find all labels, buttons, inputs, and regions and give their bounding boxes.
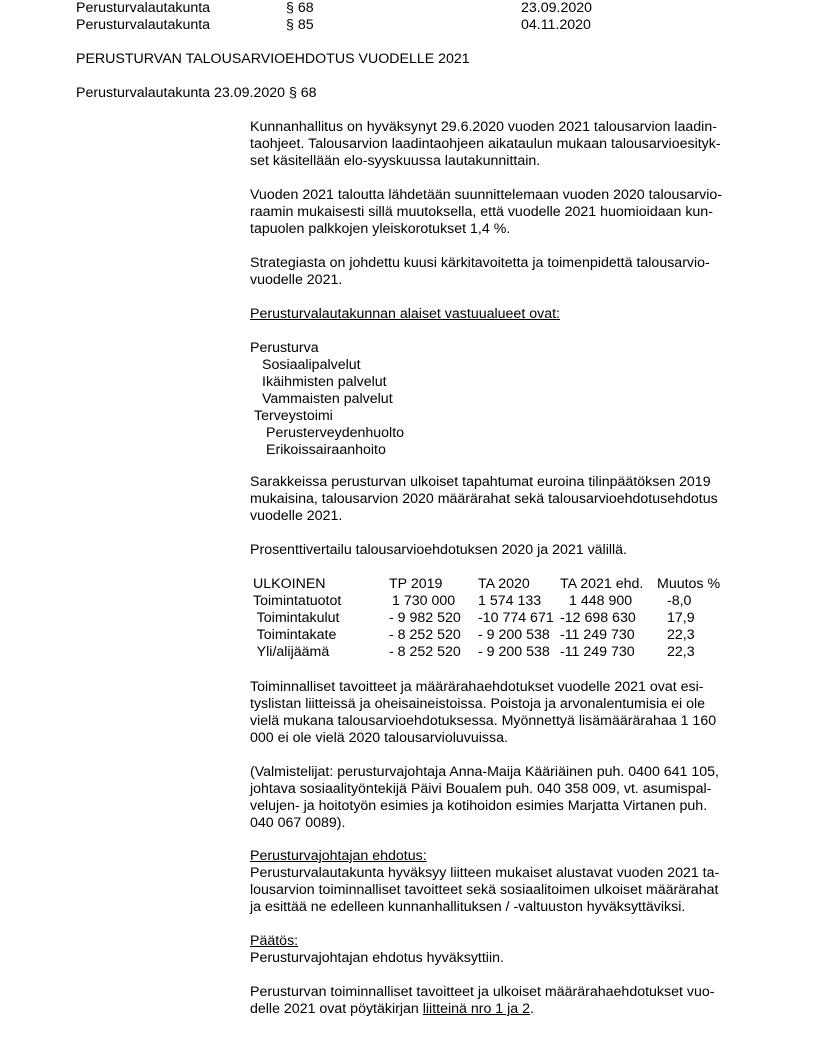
table-cell: 1 448 900 — [569, 593, 633, 609]
table-cell: Toimintakulut — [253, 610, 340, 626]
intro-p1-line: taohjeet. Talousarvion laadintaohjeen aikataulun mukaan talousarvioesityk- — [250, 136, 721, 152]
table-cell: - 9 200 538 — [478, 644, 550, 660]
header-section-2: § 85 — [286, 17, 314, 33]
table-cell: Toimintakate — [253, 627, 337, 643]
table-row — [253, 644, 720, 661]
area-item: Perusturva — [250, 340, 319, 356]
area-item: Ikäihmisten palvelut — [262, 374, 387, 390]
preparers-line: velujen- ja hoitotyön esimies ja kotihoidon esimies Marjatta Virtanen puh. — [250, 798, 708, 814]
closing-suffix: . — [530, 1001, 534, 1017]
table-row — [253, 593, 720, 610]
table-cell: -12 698 630 — [560, 610, 636, 626]
proposal-line: ja esittää ne edelleen kunnanhallituksen / -valtuuston hyväksyttäviksi. — [250, 899, 686, 915]
intro-p3-line: Strategiasta on johdettu kuusi kärkitavoitetta ja toimenpidettä talousarvio- — [250, 255, 710, 271]
table-header-row — [253, 576, 720, 593]
table-cell: 17,9 — [667, 610, 695, 626]
document-title: PERUSTURVAN TALOUSARVIOEHDOTUS VUODELLE 2021 — [76, 51, 470, 67]
preparers-line: (Valmistelijat: perusturvajohtaja Anna-Maija Kääriäinen puh. 0400 641 105, — [250, 764, 720, 780]
table-cell: Yli/alijäämä — [253, 644, 330, 660]
proposal-section — [250, 848, 730, 1018]
areas-section — [250, 306, 730, 459]
area-item: Perusterveydenhuolto — [266, 425, 405, 441]
attachments-link[interactable]: liitteinä nro 1 ja 2 — [422, 1001, 530, 1017]
financial-table — [253, 576, 720, 661]
decision-text: Perusturvajohtajan ehdotus hyväksyttiin. — [250, 950, 504, 966]
goals-line: 000 ei ole vielä 2020 talousarvioluvuissa. — [250, 730, 508, 746]
columns-desc-line: Sarakkeissa perusturvan ulkoiset tapahtumat euroina tilinpäätöksen 2019 — [250, 474, 711, 490]
goals-section — [250, 679, 730, 832]
preparers-line: johtava sosiaalityöntekijä Päivi Boualem puh. 040 358 009, vt. asumispal- — [250, 781, 712, 797]
table-header: ULKOINEN — [253, 576, 326, 592]
table-cell: -11 249 730 — [560, 644, 635, 660]
intro-p2-line: raamin mukaisesti sillä muutoksella, että vuodelle 2021 huomioidaan kun- — [250, 204, 713, 220]
table-cell: -10 774 671 — [478, 610, 554, 626]
intro-section — [250, 119, 730, 289]
intro-p2-line: tapuolen palkkojen yleiskorotukset 1,4 %. — [250, 221, 511, 237]
comparison-intro: Prosenttivertailu talousarvioehdotuksen 2020 ja 2021 välillä. — [250, 542, 627, 558]
header-body-2: Perusturvalautakunta — [76, 17, 211, 33]
closing-line: Perusturvan toiminnalliset tavoitteet ja ulkoiset määrärahaehdotukset vuo- — [250, 984, 715, 1000]
header-section-1: § 68 — [286, 0, 314, 16]
header-body-1: Perusturvalautakunta — [76, 0, 211, 16]
goals-line: vielä mukana talousarvioehdotuksessa. Myönnettyä lisämäärärahaa 1 160 — [250, 713, 717, 729]
table-cell: 22,3 — [667, 627, 695, 643]
meeting-reference: Perusturvalautakunta 23.09.2020 § 68 — [76, 85, 317, 101]
decision-heading: Päätös: — [250, 933, 299, 949]
table-header: TA 2021 ehd. — [560, 576, 644, 592]
header-date-1: 23.09.2020 — [521, 0, 593, 16]
area-item: Vammaisten palvelut — [262, 391, 393, 407]
columns-desc-line: vuodelle 2021. — [250, 508, 343, 524]
area-item: Erikoissairaanhoito — [266, 442, 386, 458]
table-cell: - 8 252 520 — [389, 644, 461, 660]
proposal-line: Perusturvalautakunta hyväksyy liitteen mukaiset alustavat vuoden 2021 ta- — [250, 865, 720, 881]
header-date-2: 04.11.2020 — [521, 17, 591, 33]
table-cell: 22,3 — [667, 644, 695, 660]
closing-line-2 — [250, 1001, 730, 1018]
table-cell: - 9 200 538 — [478, 627, 550, 643]
intro-p3-line: vuodelle 2021. — [250, 272, 343, 288]
intro-p2-line: Vuoden 2021 taloutta lähdetään suunnittelemaan vuoden 2020 talousarvio- — [250, 187, 722, 203]
intro-p1-line: Kunnanhallitus on hyväksynyt 29.6.2020 vuoden 2021 talousarvion laadin- — [250, 119, 717, 135]
table-cell: -11 249 730 — [560, 627, 635, 643]
goals-line: Toiminnalliset tavoitteet ja määrärahaehdotukset vuodelle 2021 ovat esi- — [250, 679, 704, 695]
table-cell: -8,0 — [667, 593, 692, 609]
table-cell: 1 730 000 — [392, 593, 456, 609]
proposal-heading: Perusturvajohtajan ehdotus: — [250, 848, 427, 864]
columns-desc-line: mukaisina, talousarvion 2020 määrärahat sekä talousarvioehdotusehdotus — [250, 491, 718, 507]
table-header: TA 2020 — [478, 576, 530, 592]
table-cell: - 9 982 520 — [389, 610, 461, 626]
goals-line: tyslistan liitteissä ja oheisaineistoissa. Poistoja ja arvonalentumisia ei ole — [250, 696, 706, 712]
table-cell: 1 574 133 — [478, 593, 542, 609]
areas-heading: Perusturvalautakunnan alaiset vastuualueet ovat: — [250, 306, 560, 322]
columns-description — [250, 474, 730, 559]
table-row — [253, 627, 720, 644]
table-row — [253, 610, 720, 627]
preparers-line: 040 067 0089). — [250, 815, 346, 831]
closing-prefix: delle 2021 ovat pöytäkirjan — [250, 1001, 423, 1017]
intro-p1-line: set käsitellään elo-syyskuussa lautakunnittain. — [250, 153, 541, 169]
area-item: Sosiaalipalvelut — [262, 357, 361, 373]
table-header: TP 2019 — [389, 576, 443, 592]
proposal-line: lousarvion toiminnalliset tavoitteet sekä sosiaalitoimen ulkoiset määrärahat — [250, 882, 719, 898]
area-item: Terveystoimi — [254, 408, 333, 424]
table-cell: - 8 252 520 — [389, 627, 461, 643]
table-header: Muutos % — [657, 576, 721, 592]
table-cell: Toimintatuotot — [253, 593, 342, 609]
